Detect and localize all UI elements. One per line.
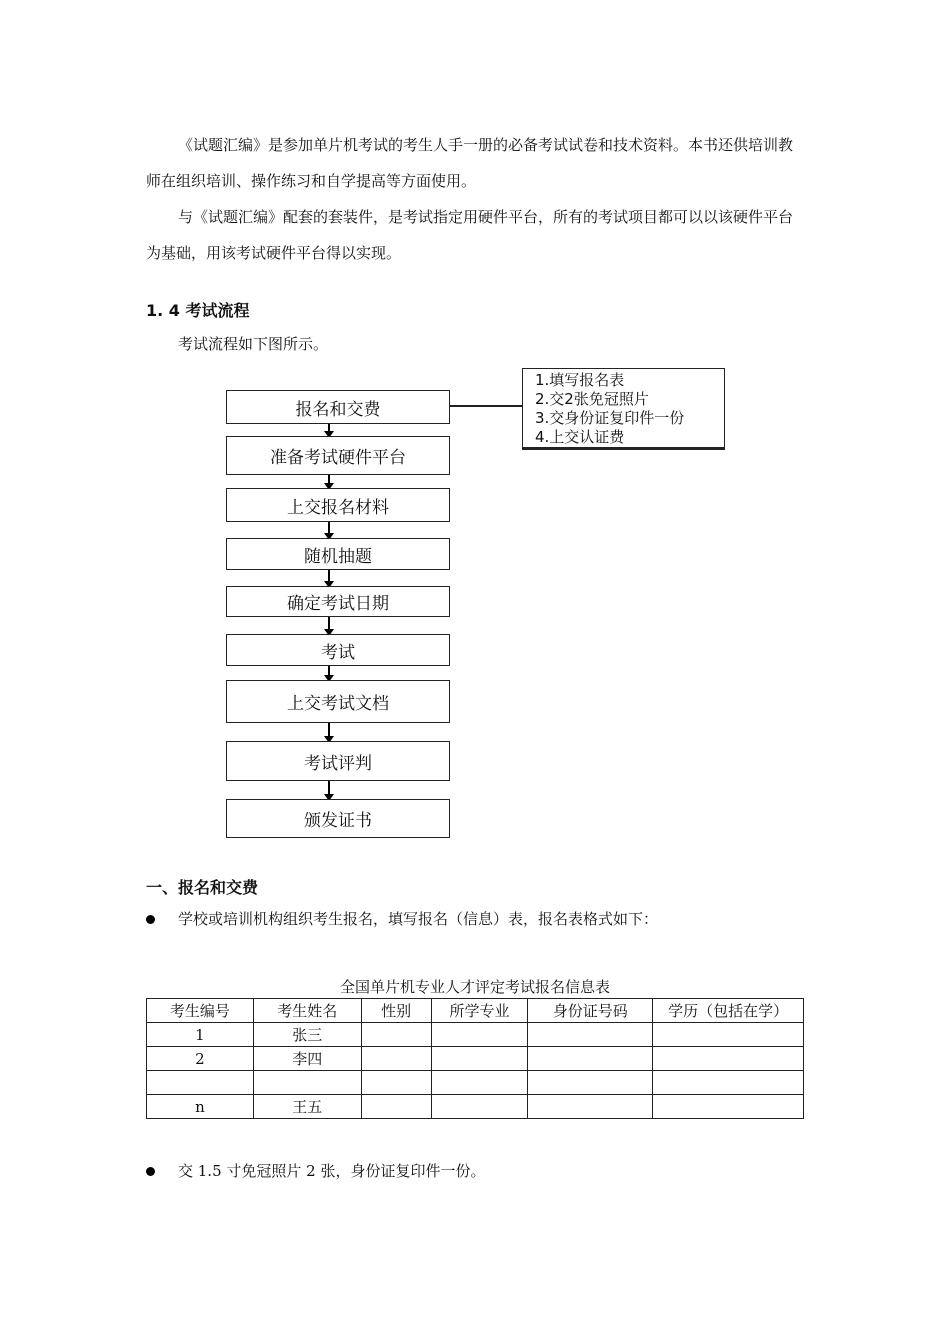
flow-step-submit-docs (226, 680, 450, 723)
table-row (147, 1071, 804, 1095)
flow-step-label: 确定考试日期 (287, 594, 389, 614)
table-cell (528, 1095, 653, 1119)
flow-step-label: 上交报名材料 (287, 497, 389, 518)
table-cell (361, 1047, 431, 1071)
table-cell (361, 1023, 431, 1047)
flow-arrow (328, 723, 330, 741)
table-cell: 2 (147, 1047, 254, 1071)
paragraph-kit: 与《试题汇编》配套的套装件，是考试指定用硬件平台，所有的考试项目都可以以该硬件平台为基础，用该考试硬件平台得以实现。 (146, 208, 794, 262)
paragraph-intro: 《试题汇编》是参加单片机考试的考生人手一册的必备考试试卷和技术资料。本书还供培训教师在组织培训、操作练习和自学提高等方面使用。 (146, 136, 794, 190)
column-header: 学历（包括在学） (653, 999, 804, 1023)
bullet-icon (146, 915, 155, 924)
flow-arrow (328, 522, 330, 538)
flow-step-confirm-date (226, 586, 450, 617)
flow-arrow (328, 781, 330, 799)
table-cell: 1 (147, 1023, 254, 1047)
column-header: 所学专业 (431, 999, 528, 1023)
table-cell (361, 1071, 431, 1095)
table-cell (653, 1047, 804, 1071)
registration-info-table (146, 998, 804, 1119)
bullet-text-registration: 学校或培训机构组织考生报名，填写报名（信息）表，报名表格式如下： (178, 910, 659, 928)
flow-arrow (328, 475, 330, 488)
flow-note: 1.填写报名表 (535, 371, 625, 389)
column-header: 考生编号 (147, 999, 254, 1023)
flow-step-label: 准备考试硬件平台 (270, 448, 406, 468)
bullet-text-photos: 交 1.5 寸免冠照片 2 张，身份证复印件一份。 (178, 1162, 486, 1180)
table-cell (431, 1071, 528, 1095)
flow-step-label: 颁发证书 (304, 811, 372, 831)
table-cell (653, 1071, 804, 1095)
table-cell (253, 1071, 361, 1095)
flow-step-label: 随机抽题 (304, 546, 372, 567)
flow-arrow (328, 424, 330, 436)
table-cell: n (147, 1095, 254, 1119)
flow-step-label: 考试 (321, 642, 355, 663)
flow-note: 4.上交认证费 (535, 428, 625, 446)
table-cell (653, 1023, 804, 1047)
table-row (147, 1023, 804, 1047)
flow-arrow (328, 570, 330, 586)
flow-arrow (328, 666, 330, 680)
table-row (147, 1095, 804, 1119)
flow-step-label: 报名和交费 (295, 399, 381, 420)
column-header: 身份证号码 (528, 999, 653, 1023)
table-cell (147, 1071, 254, 1095)
table-cell (528, 1023, 653, 1047)
flow-step-label: 上交考试文档 (287, 694, 389, 714)
table-cell (361, 1095, 431, 1119)
flow-note: 2.交2张免冠照片 (535, 390, 649, 408)
table-cell (431, 1095, 528, 1119)
table-cell (431, 1023, 528, 1047)
flow-step-random-draw (226, 538, 450, 570)
flow-step-evaluation (226, 741, 450, 781)
table-cell (653, 1095, 804, 1119)
flow-step-submit-materials (226, 488, 450, 522)
column-header: 考生姓名 (253, 999, 361, 1023)
table-cell (528, 1047, 653, 1071)
flow-arrow (328, 617, 330, 634)
flow-notes-connector (450, 405, 522, 407)
flow-step-prepare-hardware (226, 436, 450, 475)
section-heading-exam-process: 1. 4 考试流程 (146, 301, 250, 320)
bullet-icon (146, 1167, 155, 1176)
table-cell: 张三 (253, 1023, 361, 1047)
flow-step-register-pay (226, 390, 450, 424)
table-cell (431, 1047, 528, 1071)
flow-intro-text: 考试流程如下图所示。 (178, 335, 329, 353)
table-cell: 李四 (253, 1047, 361, 1071)
section-heading-register: 一、报名和交费 (146, 878, 259, 897)
flow-step-certificate (226, 799, 450, 838)
column-header: 性别 (361, 999, 431, 1023)
table-header-row (147, 999, 804, 1023)
flow-note: 3.交身份证复印件一份 (535, 409, 685, 427)
table-title: 全国单片机专业人才评定考试报名信息表 (339, 978, 610, 996)
table-cell (528, 1071, 653, 1095)
flow-step-exam (226, 634, 450, 666)
flow-notes-box (522, 368, 725, 450)
table-cell: 王五 (253, 1095, 361, 1119)
flow-step-label: 考试评判 (304, 753, 372, 774)
table-row (147, 1047, 804, 1071)
